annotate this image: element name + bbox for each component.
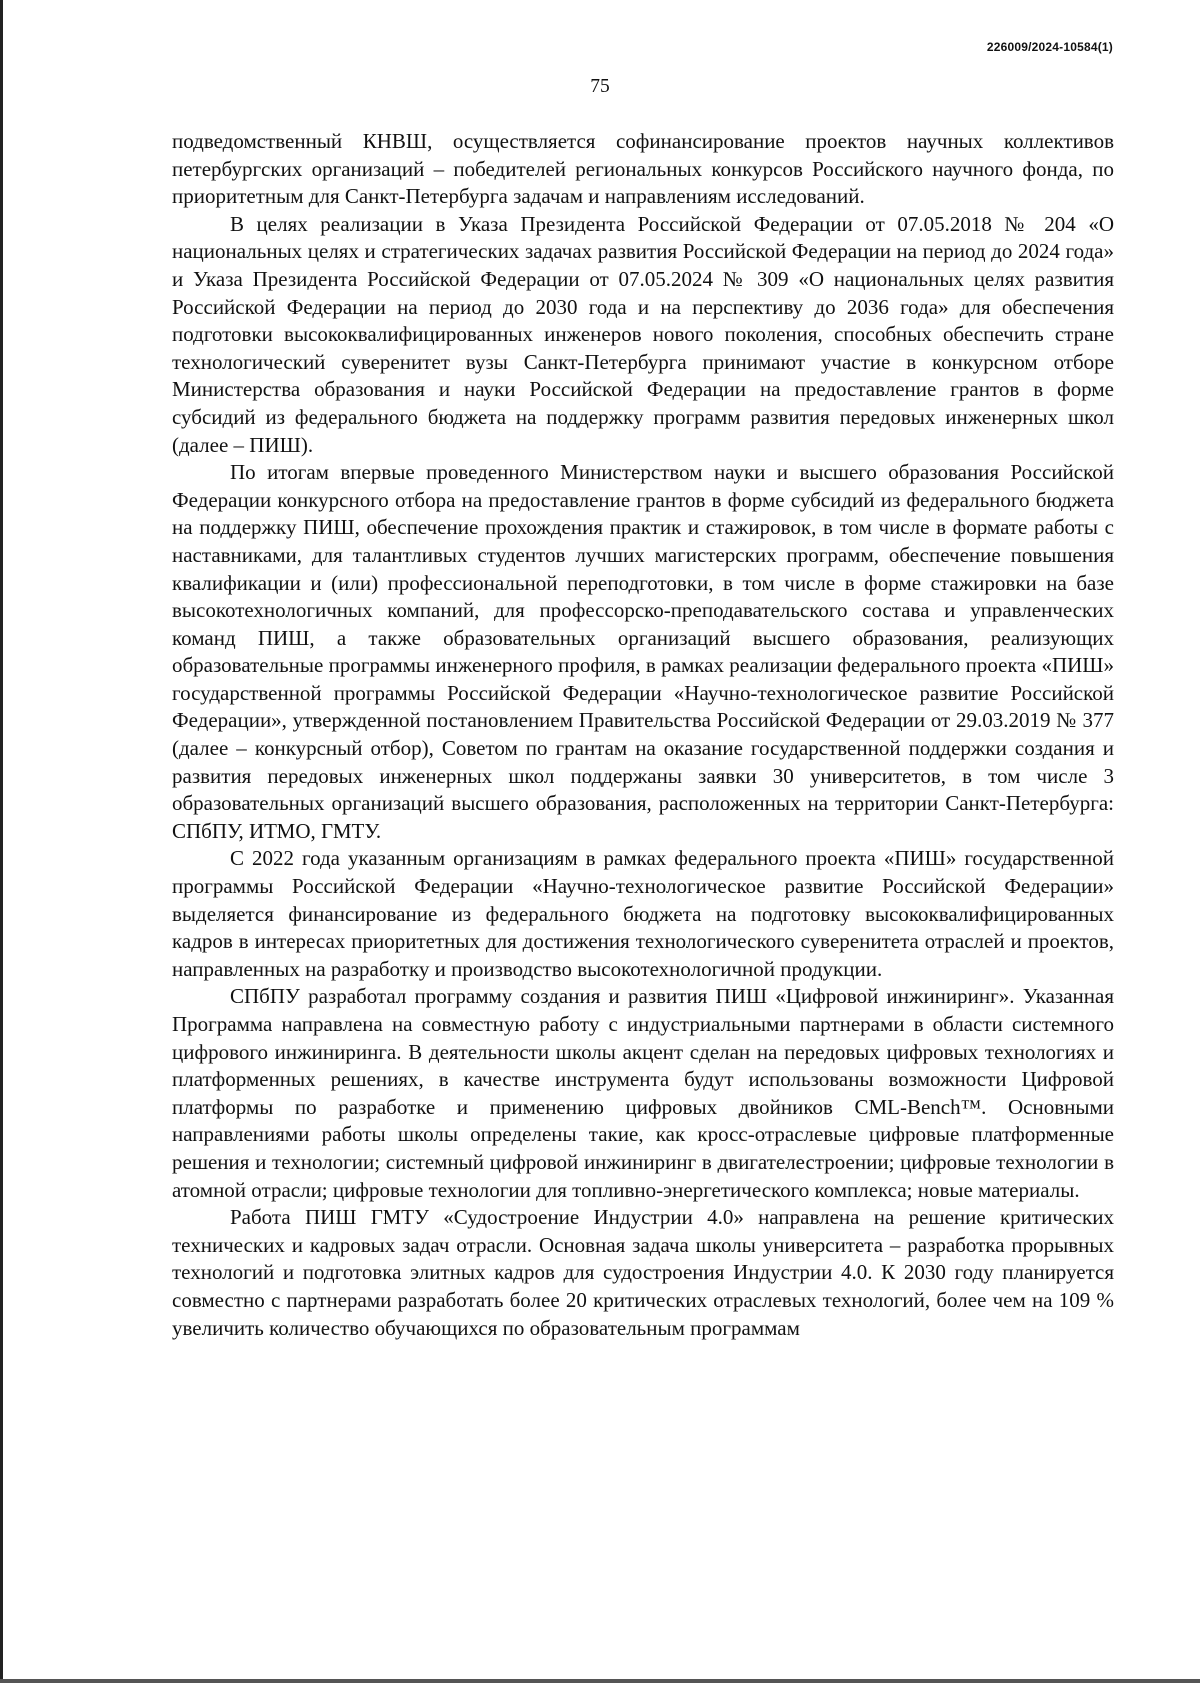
scan-bottom-edge bbox=[0, 1679, 1200, 1683]
paragraph-continued: подведомственный КНВШ, осуществляется софинансирование проектов научных коллективов петербургских организаций – победителей региональных конкурсов Российского научного фонда, по приоритетным для Санкт-Петербурга задачам и направлениям исследований. bbox=[172, 129, 1114, 209]
page-number: 75 bbox=[590, 76, 610, 97]
paragraph-competition-results: По итогам впервые проведенного Министерством науки и высшего образования Российской Федерации конкурсного отбора на предоставление грантов в форме субсидий из федерального бюджета на поддержку ПИШ, обеспечение прохождения практик и стажировок, в том числе в формате работы с наставниками, для талантливых студентов лучших магистерских программ, обеспечение повышения квалификации и (или) профессиональной переподготовки, в том числе в форме стажировки на базе высокотехнологичных компаний, для профессорско-преподавательского состава и управленческих команд ПИШ, а также образовательных организаций высшего образования, реализующих образовательные программы инженерного профиля, в рамках реализации федерального проекта «ПИШ» государственной программы Российской Федерации «Научно-технологическое развитие Российской Федерации», утвержденной постановлением Правительства Российской Федерации от 29.03.2019 № 377 (далее – конкурсный отбор), Советом по грантам на оказание государственной поддержки создания и развития передовых инженерных школ поддержаны заявки 30 университетов, в том числе 3 образовательных организаций высшего образования, расположенных на территории Санкт-Петербурга: СПбПУ, ИТМО, ГМТУ. bbox=[172, 460, 1114, 843]
document-registration-number: 226009/2024-10584(1) bbox=[986, 40, 1113, 54]
paragraph-spbpu-program: СПбПУ разработал программу создания и развития ПИШ «Цифровой инжиниринг». Указанная Программа направлена на совместную работу с индустриальными партнерами в области системного цифрового инжиниринга. В деятельности школы акцент сделан на передовых цифровых технологиях и платформенных решениях, в качестве инструмента будут использованы возможности Цифровой платформы по разработке и применению цифровых двойников CML-Bench™. Основными направлениями работы школы определены такие, как кросс-отраслевые цифровые платформенные решения и технологии; системный цифровой инжиниринг в двигателестроении; цифровые технологии в атомной отрасли; цифровые технологии для топливно-энергетического комплекса; новые материалы. bbox=[172, 984, 1114, 1202]
paragraph-gmtu-program: Работа ПИШ ГМТУ «Судостроение Индустрии 4.0» направлена на решение критических технических и кадровых задач отрасли. Основная задача школы университета – разработка прорывных технологий и подготовка элитных кадров для судостроения Индустрии 4.0. К 2030 году планируется совместно с партнерами разработать более 20 критических отраслевых технологий, более чем на 109 % увеличить количество обучающихся по образовательным программам bbox=[172, 1205, 1114, 1340]
paragraph-presidential-decrees: В целях реализации в Указа Президента Российской Федерации от 07.05.2018 № 204 «О национальных целях и стратегических задачах развития Российской Федерации на период до 2024 года» и Указа Президента Российской Федерации от 07.05.2024 № 309 «О национальных целях развития Российской Федерации на период до 2030 года и на перспективу до 2036 года» для обеспечения подготовки высококвалифицированных инженеров нового поколения, способных обеспечить стране технологический суверенитет вузы Санкт-Петербурга принимают участие в конкурсном отборе Министерства образования и науки Российской Федерации на предоставление грантов в форме субсидий из федерального бюджета на поддержку программ развития передовых инженерных школ (далее – ПИШ). bbox=[172, 211, 1114, 457]
paragraph-federal-funding: С 2022 года указанным организациям в рамках федерального проекта «ПИШ» государственной программы Российской Федерации «Научно-технологическое развитие Российской Федерации» выделяется финансирование из федерального бюджета на подготовку высококвалифицированных кадров в интересах приоритетных для достижения технологического суверенитета отраслей и проектов, направленных на разработку и производство высокотехнологичной продукции. bbox=[172, 846, 1114, 981]
scan-left-edge bbox=[0, 0, 3, 1683]
document-body bbox=[172, 128, 1114, 1342]
